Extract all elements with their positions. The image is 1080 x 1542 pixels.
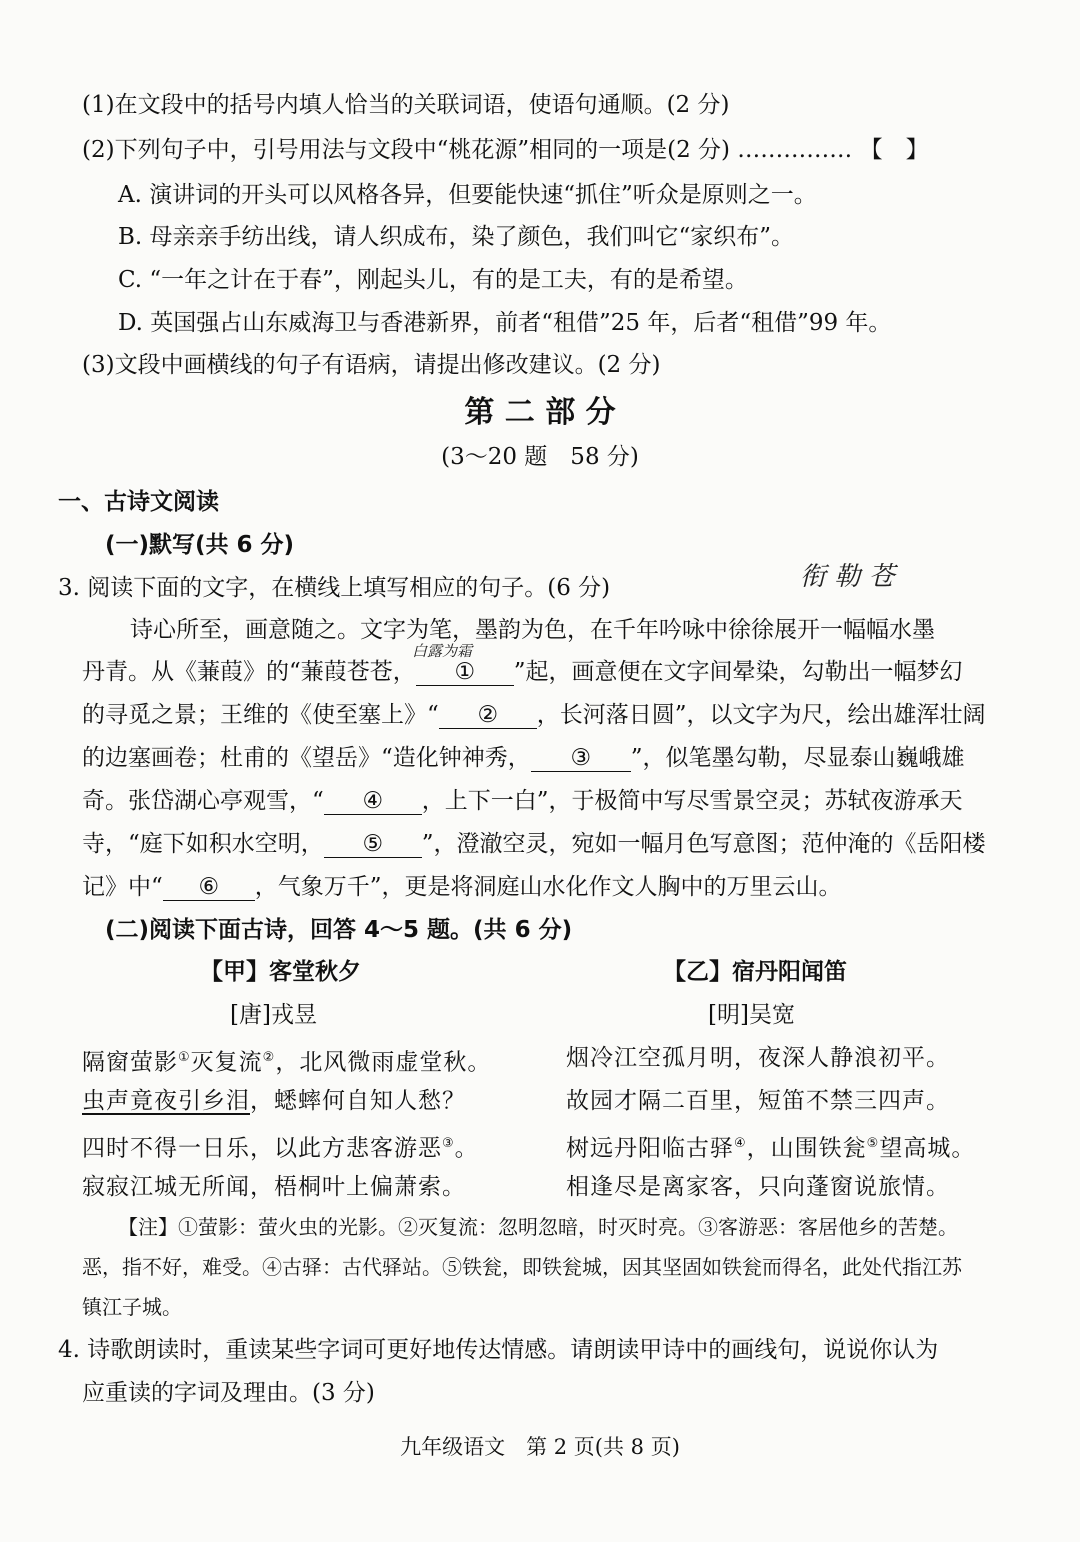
poem-jia-line: 寂寂江城无所闻，梧桐叶上偏萧索。	[82, 1174, 466, 1200]
poem-yi-author: [明]吴宽	[708, 1002, 795, 1028]
q2-option-b: B. 母亲亲手纺出线，请人织成布，染了颜色，我们叫它“家织布”。	[118, 224, 795, 250]
fill-blank[interactable]: ③	[531, 745, 631, 772]
passage-line: 奇。张岱湖心亭观雪，“ ④ ，上下一白”，于极简中写尽雪景空灵；苏轼夜游承天	[82, 788, 963, 814]
q4-prompt-cont: 应重读的字词及理由。(3 分)	[82, 1380, 375, 1406]
underlined-line: 虫声竟夜引乡泪	[82, 1088, 250, 1114]
annotation-line: 镇江子城。	[82, 1295, 182, 1319]
annotation-line: 恶，指不好，难受。④古驿：古代驿站。⑤铁瓮，即铁瓮城，因其坚固如铁瓮而得名，此处代指江苏	[82, 1255, 962, 1279]
q2-sub2: (2)下列句子中，引号用法与文段中“桃花源”相同的一项是(2 分) …………… 【 】	[82, 137, 929, 163]
handwritten-note: 衔 勒 苍	[800, 562, 895, 592]
poem-jia-author: [唐]戎昱	[230, 1002, 317, 1028]
fill-blank[interactable]: ②	[439, 702, 537, 729]
passage-line: 寺，“庭下如积水空明， ⑤ ”，澄澈空灵，宛如一幅月色写意图；范仲淹的《岳阳楼	[82, 831, 986, 857]
poem-jia-line: 隔窗萤影①灭复流②，北风微雨虚堂秋。	[82, 1049, 492, 1076]
q2-option-c: C. “一年之计在于春”，刚起头儿，有的是工夫，有的是希望。	[118, 267, 748, 293]
q2-option-a: A. 演讲词的开头可以风格各异，但要能快速“抓住”听众是原则之一。	[118, 182, 817, 208]
poem-jia-line: 四时不得一日乐，以此方悲客游恶③。	[82, 1135, 479, 1162]
passage-line: 记》中“ ⑥ ，气象万千”，更是将洞庭山水化作文人胸中的万里云山。	[82, 874, 842, 900]
part-title: 第 二 部 分	[464, 395, 616, 430]
q2-sub1: (1)在文段中的括号内填人恰当的关联词语，使语句通顺。(2 分)	[82, 92, 730, 118]
annotation-line: 【注】①萤影：萤火虫的光影。②灭复流：忽明忽暗，时灭时亮。③客游恶：客居他乡的苦楚。	[118, 1215, 958, 1239]
passage-line: 的寻觅之景；王维的《使至塞上》“ ② ，长河落日圆”，以文字为尺，绘出雄浑壮阔	[82, 702, 986, 728]
q2-option-d: D. 英国强占山东威海卫与香港新界，前者“租借”25 年，后者“租借”99 年。	[118, 310, 892, 336]
passage-line: 诗心所至，画意随之。文字为笔，墨韵为色，在千年吟咏中徐徐展开一幅幅水墨	[130, 617, 935, 643]
poem-yi-line: 相逢尽是离家客，只向蓬窗说旅情。	[566, 1174, 950, 1200]
poem-yi-line: 树远丹阳临古驿④，山围铁瓮⑤望高城。	[566, 1135, 976, 1162]
passage-line: 丹青。从《蒹葭》的“蒹葭苍苍， ① ”起，画意便在文字间晕染，勾勒出一幅梦幻	[82, 659, 963, 685]
poem-yi-line: 烟冷江空孤月明，夜深人静浪初平。	[566, 1045, 950, 1071]
fill-blank[interactable]: ①	[416, 659, 514, 686]
poem-jia-title: 【甲】客堂秋夕	[200, 959, 361, 985]
fill-blank[interactable]: ④	[324, 788, 422, 815]
poem-yi-title: 【乙】宿丹阳闻笛	[663, 959, 847, 985]
handwritten-answer: 白露为霜	[412, 642, 473, 660]
passage-line: 的边塞画卷；杜甫的《望岳》“造化钟神秀， ③ ”，似笔墨勾勒，尽显泰山巍峨雄	[82, 745, 965, 771]
q3-prompt: 3. 阅读下面的文字，在横线上填写相应的句子。(6 分)	[58, 575, 611, 601]
poem-yi-line: 故园才隔二百里，短笛不禁三四声。	[566, 1088, 950, 1114]
page-footer: 九年级语文 第 2 页(共 8 页)	[400, 1435, 680, 1459]
subsection-b-title: (二)阅读下面古诗，回答 4～5 题。(共 6 分)	[105, 917, 573, 943]
section-title: 一、古诗文阅读	[58, 489, 219, 515]
fill-blank[interactable]: ⑤	[324, 831, 422, 858]
poem-jia-line: 虫声竟夜引乡泪，蟋蟀何自知人愁？	[82, 1088, 466, 1114]
q4-prompt: 4. 诗歌朗读时，重读某些字词可更好地传达情感。请朗读甲诗中的画线句，说说你认为	[58, 1337, 939, 1363]
subsection-a-title: (一)默写(共 6 分)	[105, 532, 295, 558]
fill-blank[interactable]: ⑥	[163, 874, 255, 901]
part-subtitle: (3～20 题 58 分)	[441, 444, 639, 470]
q2-sub3: (3)文段中画横线的句子有语病，请提出修改建议。(2 分)	[82, 352, 661, 378]
